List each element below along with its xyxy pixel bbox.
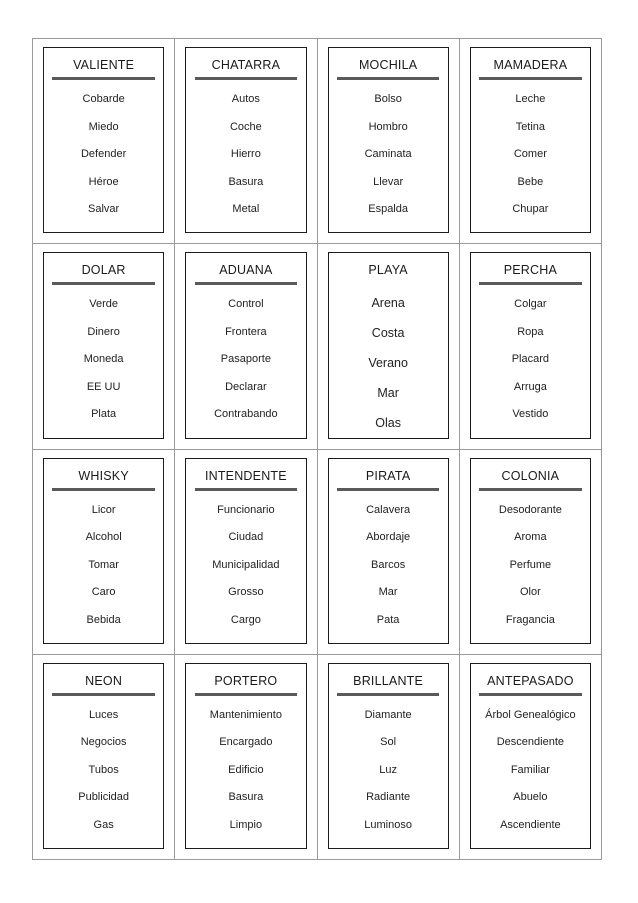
forbidden-word: Abuelo (513, 791, 548, 804)
forbidden-word: Placard (511, 353, 550, 366)
word-card (185, 458, 306, 644)
forbidden-word: Funcionario (217, 503, 275, 516)
forbidden-word: Costa (371, 326, 405, 341)
card-title: MAMADERA (493, 58, 568, 72)
forbidden-word: Vestido (512, 408, 549, 421)
title-underline (479, 488, 582, 491)
title-underline (337, 488, 440, 491)
forbidden-word: Radiante (366, 791, 411, 804)
forbidden-word: Control (228, 298, 264, 311)
forbidden-word: Aroma (514, 531, 547, 543)
forbidden-word: Contrabando (214, 408, 278, 421)
word-card (328, 663, 449, 849)
forbidden-word: Colgar (514, 298, 547, 311)
card-title: PIRATA (365, 468, 411, 483)
card-cell (318, 655, 460, 860)
word-card (43, 47, 164, 233)
forbidden-word: Olor (519, 586, 541, 598)
forbidden-word: Luces (88, 708, 119, 721)
forbidden-word: Coche (229, 120, 262, 133)
forbidden-word: Caro (91, 586, 116, 598)
forbidden-word: Diamante (364, 708, 412, 721)
forbidden-word: Arruga (513, 380, 547, 393)
forbidden-word: Familiar (510, 763, 550, 776)
card-cell (460, 39, 602, 244)
forbidden-word: Olas (375, 416, 401, 431)
forbidden-word: Pasaporte (220, 353, 271, 366)
forbidden-word: Tubos (88, 763, 119, 776)
forbidden-word: Ropa (517, 325, 544, 338)
forbidden-word: Héroe (88, 175, 119, 188)
forbidden-word: Cargo (230, 613, 261, 626)
forbidden-word-list (329, 497, 448, 635)
forbidden-word: Verde (89, 298, 118, 311)
title-underline (52, 77, 155, 80)
forbidden-word: Moneda (83, 353, 124, 366)
word-card (328, 252, 449, 438)
forbidden-word: Municipalidad (212, 558, 280, 571)
forbidden-word: Leche (515, 93, 546, 105)
word-card (185, 663, 306, 849)
word-card (470, 47, 591, 233)
forbidden-word-list (44, 702, 163, 840)
card-title: PERCHA (503, 263, 558, 278)
title-underline (52, 282, 155, 285)
forbidden-word-list (471, 291, 590, 429)
card-cell (318, 244, 460, 449)
word-card (470, 663, 591, 849)
title-underline (195, 77, 298, 80)
forbidden-word: Bebe (517, 175, 544, 188)
card-title: INTENDENTE (204, 468, 287, 483)
forbidden-word-list (471, 497, 590, 635)
forbidden-word: Chupar (512, 203, 549, 215)
forbidden-word: Hombro (368, 120, 408, 133)
forbidden-word: Árbol Genealógico (485, 708, 576, 721)
card-title: DOLAR (81, 263, 126, 278)
card-title: VALIENTE (73, 58, 135, 72)
forbidden-word: Miedo (88, 120, 119, 133)
title-underline (479, 693, 582, 696)
card-cell (175, 39, 317, 244)
forbidden-word: Llevar (373, 175, 404, 188)
card-title: NEON (85, 673, 123, 688)
title-underline (337, 77, 440, 80)
title-underline (52, 693, 155, 696)
forbidden-word: Sol (380, 736, 397, 749)
forbidden-word: Calavera (366, 503, 411, 516)
forbidden-word-list (44, 291, 163, 429)
card-title: COLONIA (501, 468, 560, 483)
forbidden-word-list (329, 702, 448, 840)
forbidden-word: Ciudad (228, 531, 264, 543)
card-cell (175, 244, 317, 449)
forbidden-word: Basura (228, 175, 264, 188)
forbidden-word-list (186, 497, 305, 635)
word-card (43, 252, 164, 438)
forbidden-word: Salvar (88, 203, 120, 215)
card-cell (175, 450, 317, 655)
forbidden-word: Ascendiente (500, 818, 561, 831)
forbidden-word: Plata (91, 408, 117, 421)
forbidden-word: Alcohol (85, 531, 122, 543)
forbidden-word-list (44, 497, 163, 635)
forbidden-word: Mantenimiento (209, 708, 282, 721)
title-underline (52, 488, 155, 491)
forbidden-word: Luz (379, 763, 397, 776)
forbidden-word: Negocios (80, 736, 127, 749)
forbidden-word: Encargado (219, 736, 273, 749)
forbidden-word: Gas (93, 818, 114, 831)
card-title: WHISKY (78, 468, 129, 483)
forbidden-word-list (471, 86, 590, 224)
forbidden-word: Dinero (87, 325, 120, 338)
card-cell (33, 39, 175, 244)
forbidden-word: Limpio (229, 818, 263, 831)
forbidden-word: Barcos (371, 558, 406, 571)
forbidden-word: Espalda (368, 203, 408, 215)
forbidden-word: Defender (80, 148, 127, 160)
forbidden-word: Bebida (86, 613, 121, 626)
forbidden-word: EE UU (86, 380, 121, 393)
word-card (470, 458, 591, 644)
forbidden-word-list (186, 702, 305, 840)
forbidden-word-list (186, 291, 305, 429)
word-card (328, 458, 449, 644)
forbidden-word-list (329, 288, 448, 438)
title-underline (195, 488, 298, 491)
word-card (328, 47, 449, 233)
forbidden-word: Metal (232, 203, 260, 215)
word-card (470, 252, 591, 438)
forbidden-word: Basura (228, 791, 264, 804)
card-cell (318, 39, 460, 244)
title-underline (479, 282, 582, 285)
forbidden-word-list (329, 86, 448, 224)
forbidden-word: Abordaje (366, 531, 411, 543)
forbidden-word: Tomar (88, 558, 119, 571)
forbidden-word: Grosso (228, 586, 264, 598)
forbidden-word: Pata (376, 613, 400, 626)
forbidden-word: Mar (377, 386, 399, 401)
card-cell (460, 450, 602, 655)
title-underline (337, 693, 440, 696)
forbidden-word-list (186, 86, 305, 224)
forbidden-word-list (471, 702, 590, 840)
card-cell (318, 450, 460, 655)
forbidden-word: Declarar (225, 380, 267, 393)
title-underline (195, 693, 298, 696)
card-cell (33, 655, 175, 860)
forbidden-word: Hierro (230, 148, 261, 160)
card-title: CHATARRA (211, 58, 281, 72)
forbidden-word: Descendiente (496, 736, 565, 749)
forbidden-word: Luminoso (364, 818, 412, 831)
card-title: PORTERO (214, 673, 278, 688)
card-cell (460, 655, 602, 860)
forbidden-word: Perfume (509, 558, 552, 571)
card-cell (175, 655, 317, 860)
card-cell (460, 244, 602, 449)
forbidden-word: Autos (231, 93, 260, 105)
card-cell (33, 450, 175, 655)
title-underline (479, 77, 582, 80)
forbidden-word: Publicidad (78, 791, 129, 804)
forbidden-word: Desodorante (498, 503, 562, 516)
word-card (185, 47, 306, 233)
card-title: BRILLANTE (353, 673, 424, 688)
word-card (43, 458, 164, 644)
card-sheet (32, 38, 602, 860)
forbidden-word: Mar (378, 586, 398, 598)
forbidden-word: Tetina (515, 120, 546, 133)
card-title: ADUANA (219, 263, 273, 278)
title-underline (195, 282, 298, 285)
card-title: PLAYA (368, 263, 408, 278)
forbidden-word: Fragancia (505, 613, 555, 626)
forbidden-word: Edificio (228, 763, 264, 776)
card-title: MOCHILA (358, 58, 418, 72)
forbidden-word: Comer (513, 148, 547, 160)
forbidden-word: Caminata (364, 148, 412, 160)
card-cell (33, 244, 175, 449)
forbidden-word: Verano (368, 356, 408, 371)
forbidden-word: Frontera (225, 325, 267, 338)
card-title: ANTEPASADO (487, 673, 574, 688)
forbidden-word: Bolso (374, 93, 402, 105)
forbidden-word: Cobarde (82, 93, 125, 105)
forbidden-word: Arena (371, 296, 405, 311)
word-card (43, 663, 164, 849)
forbidden-word: Licor (91, 503, 116, 516)
forbidden-word-list (44, 86, 163, 224)
word-card (185, 252, 306, 438)
